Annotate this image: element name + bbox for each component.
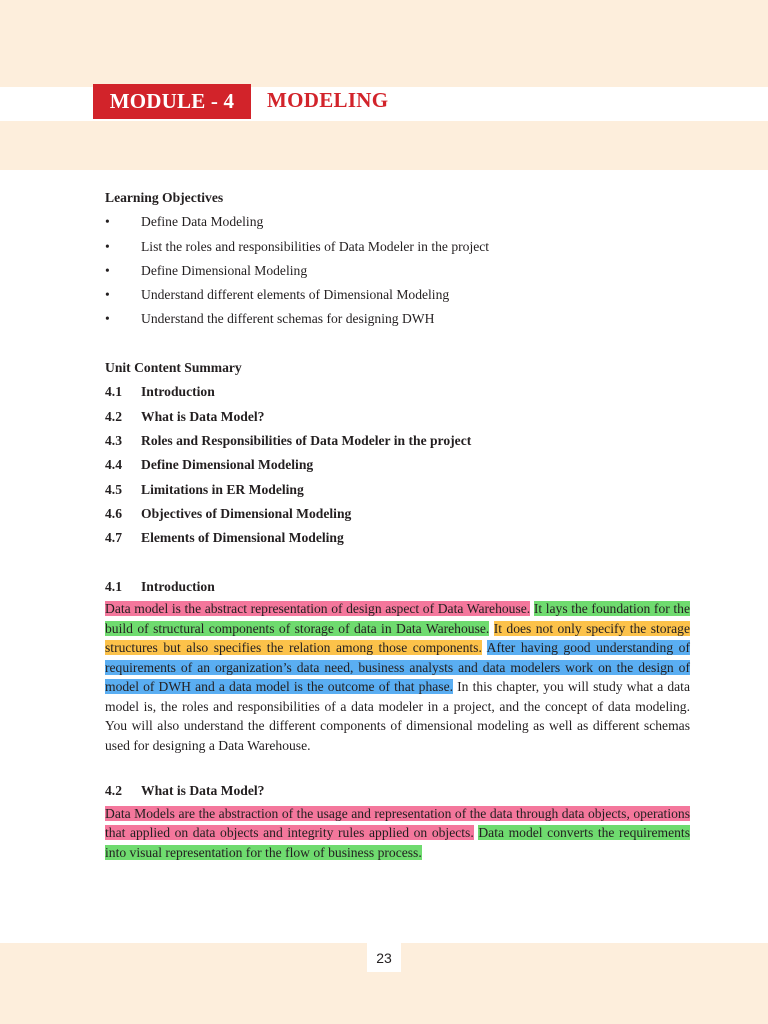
summary-item [105, 380, 690, 404]
spacer [105, 755, 690, 779]
bullet-icon: • [105, 214, 110, 230]
section-number: 4.2 [105, 783, 122, 799]
page-content [105, 186, 690, 862]
summary-item [105, 453, 690, 477]
summary-item-label: What is Data Model? [141, 408, 265, 424]
summary-item [105, 526, 690, 550]
summary-item-label: Introduction [141, 384, 215, 400]
objective-text: Understand different elements of Dimensional Modeling [141, 287, 450, 303]
bullet-icon: • [105, 262, 110, 278]
summary-item-label: Roles and Responsibilities of Data Modeler in the project [141, 432, 472, 448]
summary-item [105, 502, 690, 526]
objective-text: Define Data Modeling [141, 214, 264, 230]
list-item [105, 283, 690, 307]
summary-item [105, 478, 690, 502]
plain-text [482, 640, 487, 655]
list-item [105, 210, 690, 234]
summary-item-number: 4.1 [105, 384, 122, 400]
highlighted-text-pink: Data Models are the abstraction of the usage and representation of the data through data objects, operations that applied on data objects and integrity rules applied on objects. [105, 805, 690, 841]
summary-item [105, 405, 690, 429]
summary-item-label: Objectives of Dimensional Modeling [141, 505, 352, 521]
objective-text: Define Dimensional Modeling [141, 262, 308, 278]
summary-item-number: 4.2 [105, 408, 122, 424]
summary-item [105, 429, 690, 453]
bullet-icon: • [105, 311, 110, 327]
learning-objectives-list [105, 210, 690, 331]
spacer [105, 332, 690, 356]
section-title: What is Data Model? [141, 783, 265, 799]
module-title: MODELING [267, 88, 389, 112]
unit-summary-list [105, 380, 690, 550]
module-label: MODULE - 4 [93, 84, 251, 119]
summary-item-number: 4.7 [105, 530, 122, 546]
section-title: Introduction [141, 578, 215, 594]
bullet-icon: • [105, 238, 110, 254]
list-item [105, 259, 690, 283]
section-number: 4.1 [105, 578, 122, 594]
summary-item-number: 4.5 [105, 481, 122, 497]
page-number: 23 [367, 943, 401, 972]
summary-item-number: 4.4 [105, 457, 122, 473]
plain-text: In this chapter, you will study what a data model is, the roles and responsibilities of a data modeler in a project, and the concept of data modeling. You will also understand the different components of dimensional modeling as well as different schemas used for designing a Data Warehouse. [105, 679, 690, 753]
summary-item-label: Define Dimensional Modeling [141, 457, 314, 473]
highlighted-text-blue: After having good understanding of requirements of an organization’s data need, business analysts and data modelers work on the design of model of DWH and a data model is the outcome of that phase. [105, 640, 690, 695]
summary-item-label: Elements of Dimensional Modeling [141, 530, 344, 546]
unit-summary-heading: Unit Content Summary [105, 360, 242, 376]
summary-item-number: 4.3 [105, 432, 122, 448]
list-item [105, 235, 690, 259]
objective-text: List the roles and responsibilities of Data Modeler in the project [141, 238, 490, 254]
intro-paragraph [105, 599, 690, 755]
highlighted-text-green: Data model converts the requirements into visual representation for the flow of business process. [105, 825, 690, 860]
learning-objectives-heading: Learning Objectives [105, 190, 224, 205]
summary-item-number: 4.6 [105, 505, 122, 521]
data-model-paragraph [105, 804, 690, 863]
spacer [105, 550, 690, 574]
objective-text: Understand the different schemas for designing DWH [141, 311, 435, 327]
highlighted-text-pink: Data model is the abstract representation of design aspect of Data Warehouse. [105, 601, 531, 617]
summary-item-label: Limitations in ER Modeling [141, 481, 304, 497]
highlighted-text-green: It lays the foundation for the build of structural components of storage of data in Data Warehouse. [105, 601, 690, 636]
section-intro-heading [105, 575, 690, 599]
section-data-model-heading [105, 779, 690, 803]
bullet-icon: • [105, 287, 110, 303]
highlighted-text-yellow: It does not only specify the storage structures but also specifies the relation among those components. [105, 620, 690, 656]
list-item [105, 307, 690, 331]
